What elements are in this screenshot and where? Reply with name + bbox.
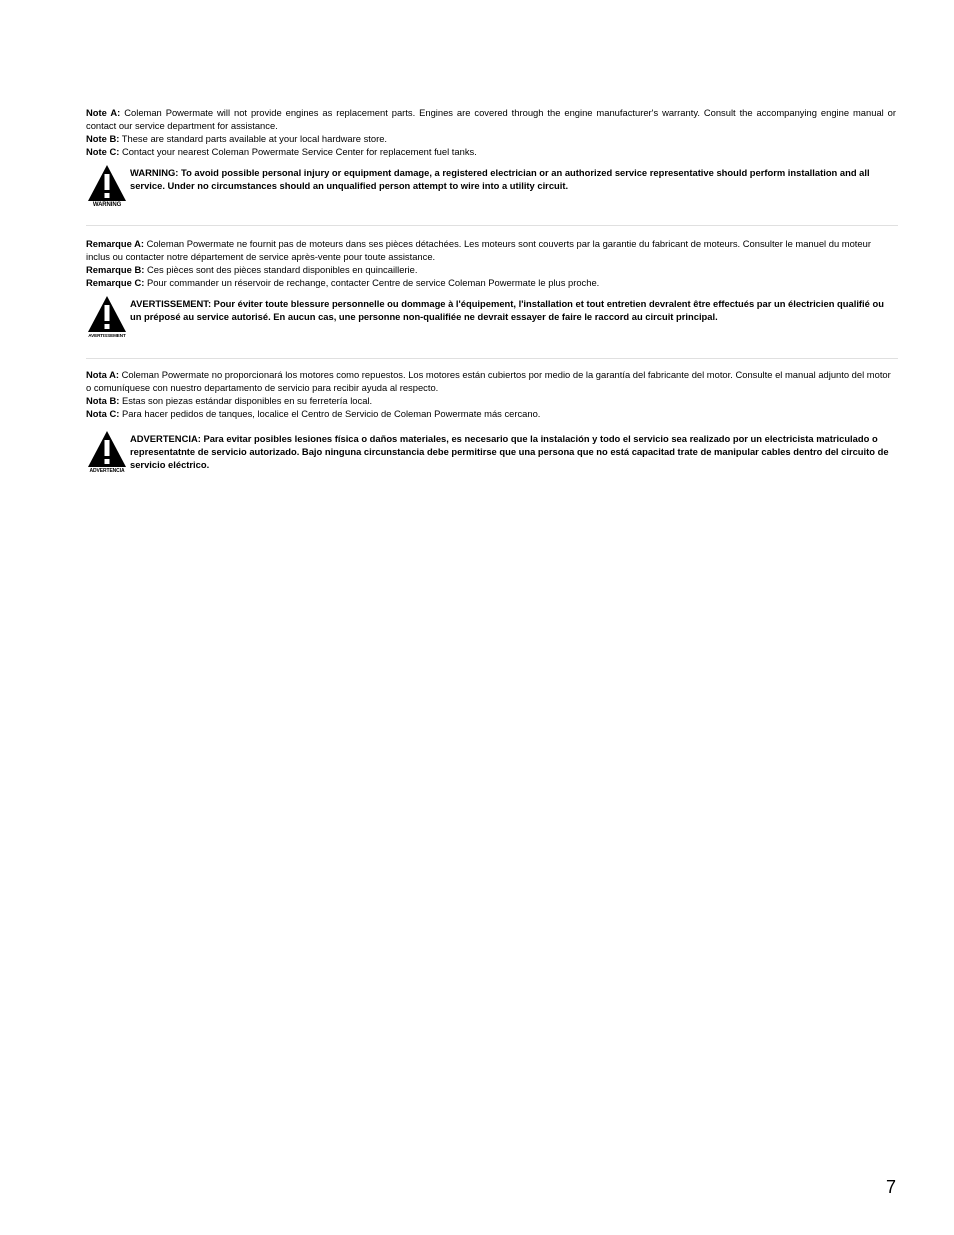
warning-text: ADVERTENCIA: Para evitar posibles lesiones física o daños materiales, es necesario que la instalación y todo el servicio sea realizado por un electricista matriculado o representatnte de servicio autorizado. Bajo ninguna circunstancia debe permitirse que una persona que no está capacitad trate de manipular cables dentro del circuito de servicio eléctrico.: [130, 433, 889, 470]
note-b-label: Remarque B:: [86, 264, 145, 275]
note-c-label: Nota C:: [86, 408, 120, 419]
english-section: [86, 106, 896, 212]
section-divider: [86, 225, 898, 226]
note-b-text: These are standard parts available at your local hardware store.: [121, 133, 388, 144]
warning-icon: [84, 430, 130, 475]
spanish-section: [86, 368, 896, 478]
note-c: [86, 407, 896, 420]
note-b-label: Note B:: [86, 133, 120, 144]
note-a: [86, 106, 896, 132]
note-b: [86, 394, 896, 407]
note-b: [86, 132, 896, 145]
warning-icon-label: AVERTISSEMENT: [88, 333, 126, 338]
note-b-text: Estas son piezas estándar disponibles en su ferretería local.: [121, 395, 373, 406]
warning-icon-label: ADVERTENCIA: [89, 468, 125, 474]
note-a-text: Coleman Powermate ne fournit pas de moteurs dans ses pièces détachées. Les moteurs sont couverts par la garantie du fabricant de moteurs. Consulter le manuel du moteur inclus ou contacter notre département de service après-vente pour toute assistance.: [86, 238, 871, 262]
note-b: [86, 263, 896, 276]
note-c-text: Contact your nearest Coleman Powermate Service Center for replacement fuel tanks.: [121, 146, 477, 157]
note-a-label: Note A:: [86, 107, 121, 118]
warning-block: [86, 166, 896, 212]
warning-block: [86, 432, 896, 478]
warning-text: AVERTISSEMENT: Pour éviter toute blessure personnelle ou dommage à l'équipement, l'installation et tout entretien devralent être effectués par un électricien qualifié ou un préposé au service autorisé. En aucun cas, une personne non-qualifiée ne devrait essayer de faire le raccord au circuit principal.: [130, 298, 884, 322]
note-c-text: Para hacer pedidos de tanques, localice el Centro de Servicio de Coleman Powermate más cercano.: [121, 408, 541, 419]
note-a: [86, 237, 896, 263]
warning-icon: [84, 164, 130, 209]
note-c-label: Remarque C:: [86, 277, 145, 288]
note-a-label: Remarque A:: [86, 238, 144, 249]
note-b-text: Ces pièces sont des pièces standard disponibles en quincaillerie.: [146, 264, 418, 275]
note-a: [86, 368, 896, 394]
note-b-label: Nota B:: [86, 395, 120, 406]
note-c-label: Note C:: [86, 146, 120, 157]
warning-text: WARNING: To avoid possible personal injury or equipment damage, a registered electrician or an authorized service representative should perform installation and all service. Under no circumstances should an unqualified person attempt to wire into a utility circuit.: [130, 167, 870, 191]
warning-icon: [84, 295, 130, 340]
french-section: [86, 237, 896, 343]
note-a-text: Coleman Powermate will not provide engines as replacement parts. Engines are covered through the engine manufacturer's warranty. Consult the accompanying engine manual or contact our service department for assistance.: [86, 107, 897, 131]
note-c: [86, 276, 896, 289]
note-c: [86, 145, 896, 158]
warning-block: [86, 297, 896, 343]
note-a-text: Coleman Powermate no proporcionará los motores como repuestos. Los motores están cubiertos por medio de la garantía del fabricante del motor. Consulte el manual adjunto del motor o comuníquese con nuestro departamento de servicio para recibir ayuda al respecto.: [86, 369, 891, 393]
page-number: 7: [885, 1177, 896, 1197]
section-divider: [86, 358, 898, 359]
note-a-label: Nota A:: [86, 369, 119, 380]
warning-icon-label: WARNING: [92, 202, 122, 208]
note-c-text: Pour commander un réservoir de rechange, contacter Centre de service Coleman Powermate le plus proche.: [146, 277, 600, 288]
